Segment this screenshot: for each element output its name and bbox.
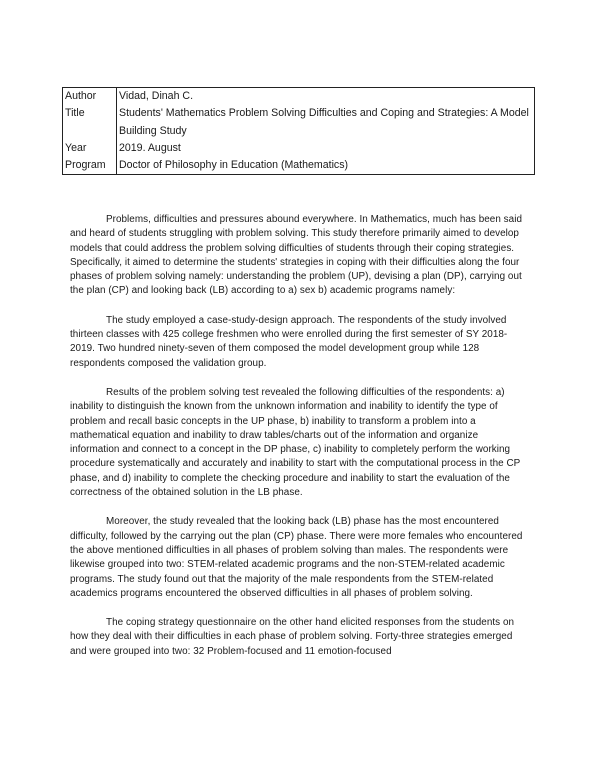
- abstract-body: [70, 213, 530, 674]
- program-label: Program: [63, 157, 117, 175]
- abstract-paragraph: Problems, difficulties and pressures abound everywhere. In Mathematics, much has been said and heard of students struggling with problem solving. This study therefore primarily aimed to develop models that could address the problem solving difficulties of students through their coping strategies. Specifically, it aimed to determine the students' strategies in coping with their difficulties along the four phases of problem solving namely: understanding the problem (UP), devising a plan (DP), carrying out the plan (CP) and looking back (LB) according to a) sex b) academic programs namely:: [70, 214, 522, 297]
- program-value: Doctor of Philosophy in Education (Mathematics): [119, 159, 349, 172]
- author-row: [63, 88, 535, 106]
- abstract-paragraph: The study employed a case-study-design approach. The respondents of the study involved thirteen classes with 425 college freshmen who were enrolled during the first semester of SY 2018-2019. Two hundred ninety-seven of them composed the model development group while 128 respondents composed the validation group.: [70, 314, 508, 369]
- abstract-paragraph: Results of the problem solving test revealed the following difficulties of the respondents: a) inability to distinguish the known from the unknown information and inability to identify the type of problem and recall basic concepts in the UP phase, b) inability to transform a problem into a mathematical equation and inability to draw tables/charts out of the information and organize information and connect to a concept in the DP phase, c) inability to completely perform the working procedure systematically and accurately and inability to start with the computational process in the CP phase, and d) inability to complete the checking procedure and inability to start the evaluation of the correctness of the obtained solution in the LB phase.: [70, 386, 521, 499]
- year-row: [63, 140, 535, 157]
- title-label: Title: [63, 105, 117, 140]
- thesis-metadata-table: [62, 87, 535, 175]
- abstract-paragraph: The coping strategy questionnaire on the other hand elicited responses from the students on how they deal with their difficulties in each phase of problem solving. Forty-three strategies emerged and were grouped into two: 32 Problem-focused and 11 emotion-focused: [70, 617, 515, 657]
- title-value: Students' Mathematics Problem Solving Difficulties and Coping and Strategies: A Model Building Study: [119, 107, 529, 137]
- title-row: [63, 105, 535, 140]
- author-label: Author: [63, 88, 117, 106]
- author-value: Vidad, Dinah C.: [119, 90, 194, 102]
- abstract-paragraph: Moreover, the study revealed that the looking back (LB) phase has the most encountered difficulty, followed by the carrying out the plan (CP) phase. There were more females who encountered the above mentioned difficulties in all phases of problem solving than males. The respondents were likewise grouped into two: STEM-related academic programs and the non-STEM-related academic programs. The study found out that the majority of the male respondents from the STEM-related academics programs encountered the observed difficulties in all phases of problem solving.: [70, 516, 523, 599]
- year-value: 2019. August: [119, 141, 181, 154]
- program-row: [63, 157, 535, 175]
- year-label: Year: [63, 140, 117, 157]
